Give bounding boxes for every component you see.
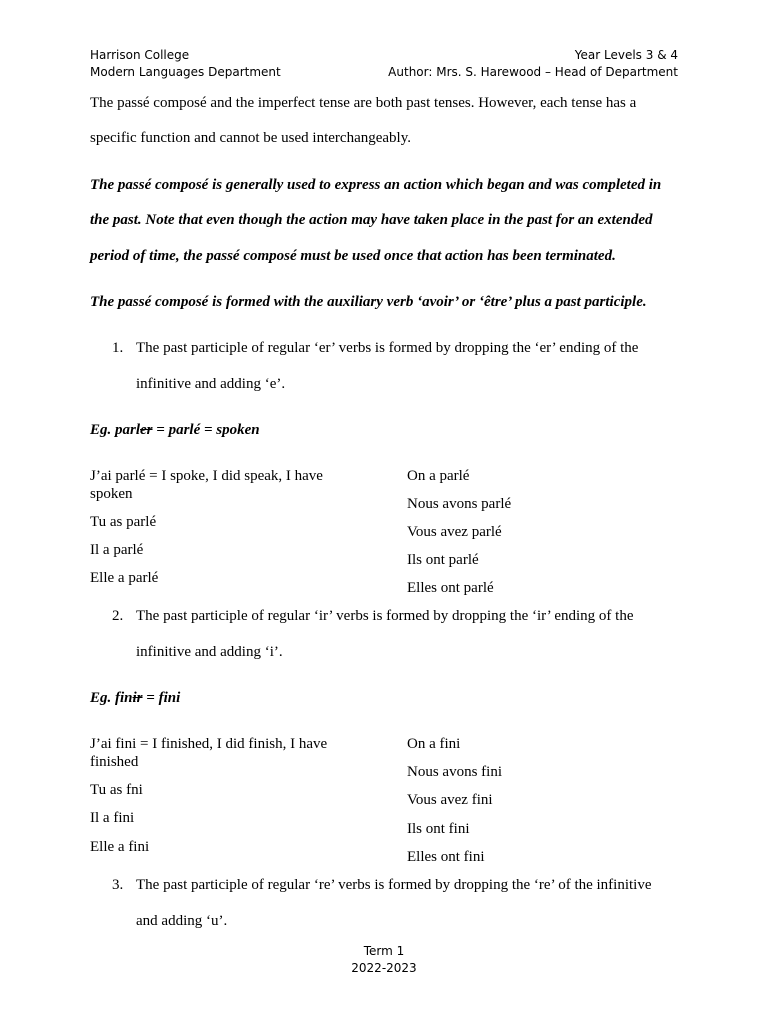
intro-line-2: specific function and cannot be used interchangeably. bbox=[90, 130, 411, 146]
header-right bbox=[388, 47, 678, 81]
section-1-example bbox=[90, 421, 260, 439]
example-prefix: Eg. fin bbox=[90, 690, 133, 706]
rule-line-3: period of time, the passé composé must be used once that action has been terminated. bbox=[90, 248, 616, 264]
conj-1-left-3: Il a parlé bbox=[90, 542, 144, 558]
example-suffix: = fini bbox=[142, 690, 181, 706]
conj-2-left-1: J’ai fini = I finished, I did finish, I have bbox=[90, 736, 328, 752]
section-3-line-2: and adding ‘u’. bbox=[136, 913, 228, 929]
conj-1-left-2: Tu as parlé bbox=[90, 514, 157, 530]
section-2-example bbox=[90, 689, 180, 707]
year-levels: Year Levels 3 & 4 bbox=[574, 48, 678, 62]
footer bbox=[0, 943, 768, 977]
conj-1-right-5: Elles ont parlé bbox=[407, 580, 494, 596]
example-prefix: Eg. parl bbox=[90, 422, 141, 438]
example-struck-ending: er bbox=[140, 422, 153, 438]
rule-line-2: the past. Note that even though the action may have taken place in the past for an extended bbox=[90, 212, 653, 228]
school-name: Harrison College bbox=[90, 48, 190, 62]
header-left bbox=[90, 47, 281, 81]
section-3-line-1: The past participle of regular ‘re’ verbs is formed by dropping the ‘re’ of the infinitive bbox=[136, 877, 652, 893]
section-2-line-1: The past participle of regular ‘ir’ verbs is formed by dropping the ‘ir’ ending of the bbox=[136, 608, 634, 624]
section-1-line-1: The past participle of regular ‘er’ verbs is formed by dropping the ‘er’ ending of the bbox=[136, 340, 639, 356]
conj-2-left-1-cont: finished bbox=[90, 754, 139, 770]
example-struck-ending: ir bbox=[132, 690, 143, 706]
conj-1-right-4: Ils ont parlé bbox=[407, 552, 479, 568]
author-line: Author: Mrs. S. Harewood – Head of Department bbox=[388, 65, 678, 79]
conj-1-left-1: J’ai parlé = I spoke, I did speak, I have bbox=[90, 468, 323, 484]
section-3-number: 3. bbox=[112, 877, 124, 893]
conj-1-left-1-cont: spoken bbox=[90, 486, 133, 502]
formation-statement: The passé composé is formed with the auxiliary verb ‘avoir’ or ‘être’ plus a past participle. bbox=[90, 294, 647, 310]
section-1-line-2: infinitive and adding ‘e’. bbox=[136, 376, 286, 392]
conj-2-left-2: Tu as fni bbox=[90, 782, 143, 798]
conj-2-right-2: Nous avons fini bbox=[407, 764, 502, 780]
footer-term: Term 1 bbox=[363, 944, 405, 958]
section-1-number: 1. bbox=[112, 340, 124, 356]
department-name: Modern Languages Department bbox=[90, 65, 281, 79]
conj-1-right-2: Nous avons parlé bbox=[407, 496, 512, 512]
rule-line-1: The passé composé is generally used to express an action which began and was completed in bbox=[90, 177, 662, 193]
conj-2-left-3: Il a fini bbox=[90, 810, 135, 826]
conj-2-right-3: Vous avez fini bbox=[407, 792, 493, 808]
intro-line-1: The passé composé and the imperfect tense are both past tenses. However, each tense has a bbox=[90, 95, 637, 111]
section-2-number: 2. bbox=[112, 608, 124, 624]
conj-1-left-4: Elle a parlé bbox=[90, 570, 159, 586]
conj-2-right-5: Elles ont fini bbox=[407, 849, 485, 865]
section-2-line-2: infinitive and adding ‘i’. bbox=[136, 644, 283, 660]
footer-year: 2022-2023 bbox=[351, 961, 417, 975]
conj-1-right-1: On a parlé bbox=[407, 468, 470, 484]
conj-2-right-1: On a fini bbox=[407, 736, 461, 752]
conj-2-right-4: Ils ont fini bbox=[407, 821, 470, 837]
conj-1-right-3: Vous avez parlé bbox=[407, 524, 502, 540]
example-suffix: = parlé = spoken bbox=[152, 422, 260, 438]
conj-2-left-4: Elle a fini bbox=[90, 839, 150, 855]
